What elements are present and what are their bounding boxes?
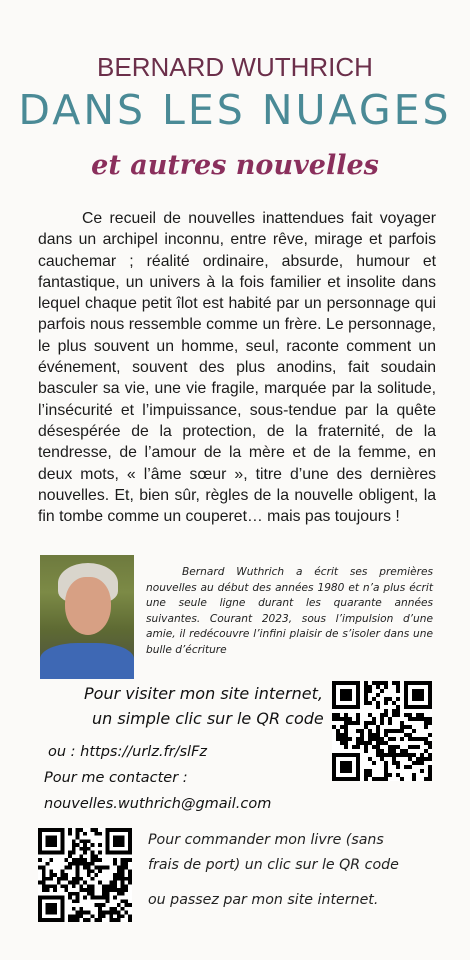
book-title: DANS LES NUAGES <box>18 86 452 134</box>
contact-label: Pour me contacter : <box>44 770 188 786</box>
visit-site-text: Pour visiter mon site internet, <box>84 684 323 703</box>
email-link[interactable]: nouvelles.wuthrich@gmail.com <box>44 796 272 812</box>
order-text-3: ou passez par mon site internet. <box>148 892 379 908</box>
author-photo-face <box>65 577 111 635</box>
author-bio: Bernard Wuthrich a écrit ses premières nouvelles au début des années 1980 et n’a plus écrit une seule ligne durant les quarante années suivantes. Courant 2023, sous l’impulsion d’une amie, il redécouvre l’infini plaisir de s’isoler dans une bulle d’écriture <box>146 566 433 656</box>
site-url-link[interactable]: ou : https://urlz.fr/slFz <box>48 744 208 760</box>
book-subtitle: et autres nouvelles <box>91 150 379 181</box>
order-text-1: Pour commander mon livre (sans <box>148 832 384 848</box>
author-name: BERNARD WUTHRICH <box>97 52 373 82</box>
visit-site-text-2: un simple clic sur le QR code <box>92 709 324 728</box>
site-qr-code-icon[interactable] <box>332 681 432 781</box>
order-text-2: frais de port) un clic sur le QR code <box>148 857 399 873</box>
author-photo-shirt <box>40 643 134 679</box>
book-blurb: Ce recueil de nouvelles inattendues fait voyager dans un archipel inconnu, entre rêve, mirage et parfois cauchemar ; réalité ordinaire, absurde, humour et fantastique, un univers à la fois familier et insolite dans lequel chaque petit îlot est habité par un personnage qui parfois nous ressemble comme un frère. Le personnage, le plus souvent un homme, seul, raconte comment un événement, souvent des plus anodins, fait soudain basculer sa vie, une vie fragile, marquée par la solitude, l’insécurité et l’impuissance, sous-tendue par la quête désespérée de la protection, de la fraternité, de la tendresse, de l’amour de la mère et de la femme, en deux mots, « l’âme sœur », titre d’une des dernières nouvelles. Et, bien sûr, règles de la nouvelle obligent, la fin tombe comme un couperet… mais pas toujours ! <box>38 210 436 526</box>
order-qr-code-icon[interactable] <box>38 828 132 922</box>
author-photo <box>40 555 134 679</box>
